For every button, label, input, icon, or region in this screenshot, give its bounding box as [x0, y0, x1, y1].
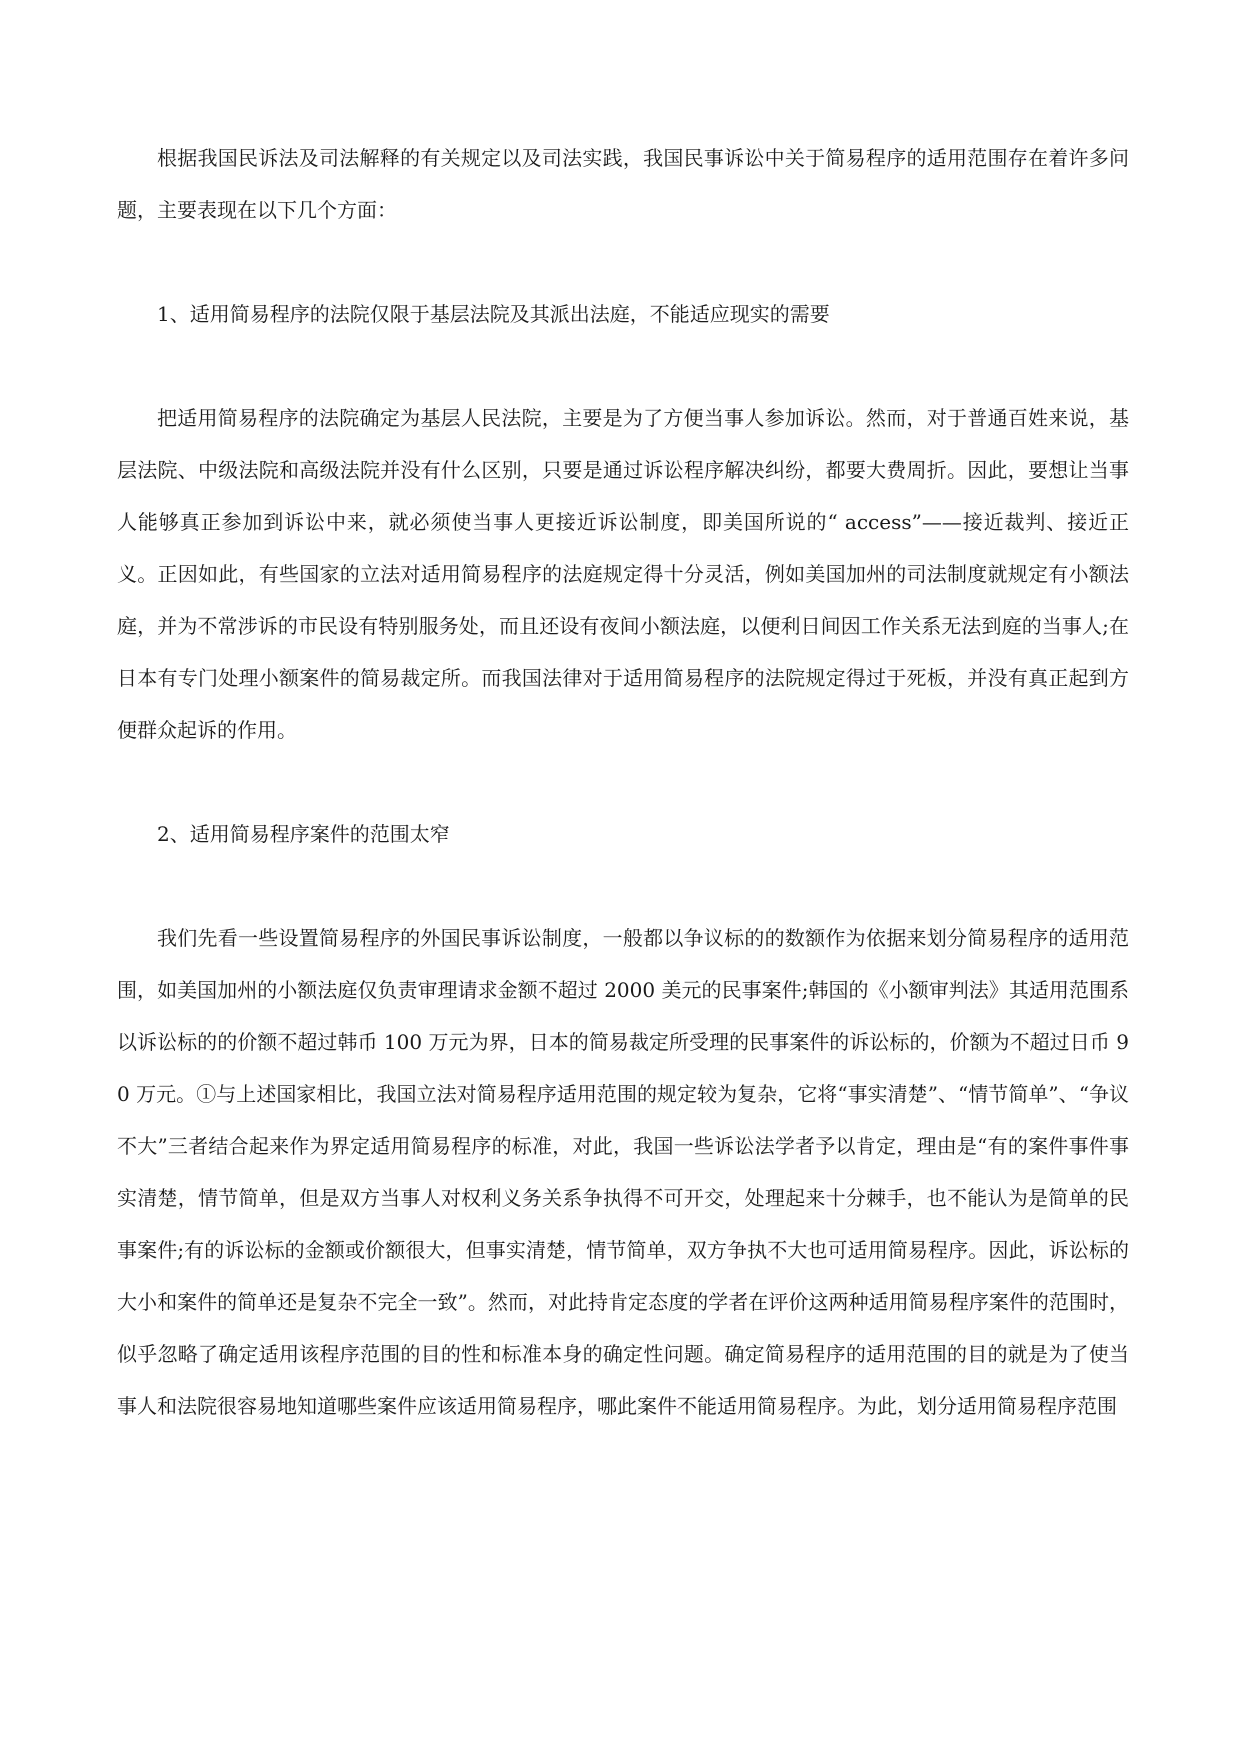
intro-paragraph: 根据我国民诉法及司法解释的有关规定以及司法实践，我国民事诉讼中关于简易程序的适用范围存在着许多问题，主要表现在以下几个方面： [117, 146, 1129, 222]
section-2-paragraph: 我们先看一些设置简易程序的外国民事诉讼制度，一般都以争议标的的数额作为依据来划分简易程序的适用范围，如美国加州的小额法庭仅负责审理请求金额不超过 2000 美元的民事案件;韩国的《小额审判法》其适用范围系以诉讼标的的价额不超过韩币 100 万元为界，日本的简易裁定所受理的民事案件的诉讼标的，价额为不超过日币 90 万元。①与上述国家相比，我国立法对简易程序适用范围的规定较为复杂，它将“事实清楚”、“情节简单”、“争议不大”三者结合起来作为界定适用简易程序的标准，对此，我国一些诉讼法学者予以肯定，理由是“有的案件事件事实清楚，情节简单，但是双方当事人对权利义务关系争执得不可开交，处理起来十分棘手，也不能认为是简单的民事案件;有的诉讼标的金额或价额很大，但事实清楚，情节简单，双方争执不大也可适用简易程序。因此，诉讼标的大小和案件的简单还是复杂不完全一致”。然而，对此持肯定态度的学者在评价这两种适用简易程序案件的范围时，似乎忽略了确定适用该程序范围的目的性和标准本身的确定性问题。确定简易程序的适用范围的目的就是为了使当事人和法院很容易地知道哪些案件应该适用简易程序，哪此案件不能适用简易程序。为此，划分适用简易程序范围 [117, 926, 1129, 1418]
document-body [117, 132, 1129, 1432]
section-heading-1: 1、适用简易程序的法院仅限于基层法院及其派出法庭，不能适应现实的需要 [157, 302, 830, 326]
section-heading-2: 2、适用简易程序案件的范围太窄 [157, 822, 450, 846]
section-1-paragraph: 把适用简易程序的法院确定为基层人民法院，主要是为了方便当事人参加诉讼。然而，对于普通百姓来说，基层法院、中级法院和高级法院并没有什么区别，只要是通过诉讼程序解决纠纷，都要大费周折。因此，要想让当事人能够真正参加到诉讼中来，就必须使当事人更接近诉讼制度，即美国所说的“ access”——接近裁判、接近正义。正因如此，有些国家的立法对适用简易程序的法庭规定得十分灵活，例如美国加州的司法制度就规定有小额法庭，并为不常涉诉的市民设有特别服务处，而且还设有夜间小额法庭，以便利日间因工作关系无法到庭的当事人;在日本有专门处理小额案件的简易裁定所。而我国法律对于适用简易程序的法院规定得过于死板，并没有真正起到方便群众起诉的作用。 [117, 406, 1129, 742]
